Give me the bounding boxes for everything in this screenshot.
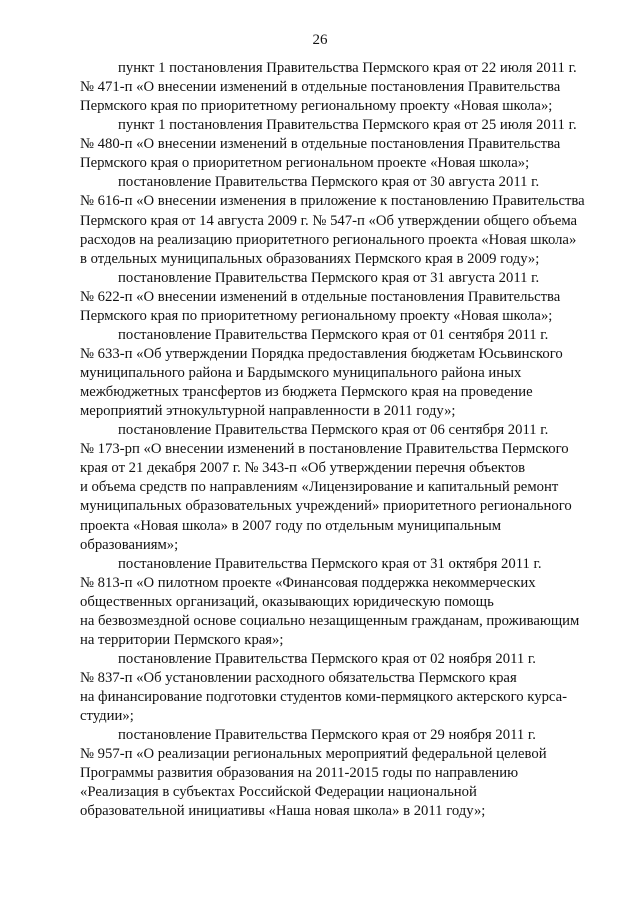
paragraph: постановление Правительства Пермского края от 30 августа 2011 г. № 616-п «О внесении изменения в приложение к постановлению Правительства Пермского края от 14 августа 2009 г. № 547-п «Об утверждении общего объема расходов на реализацию приоритетного регионального проекта «Новая школа» в отдельных муниципальных образованиях Пермского края в 2009 году»; xyxy=(80,174,585,267)
paragraph: постановление Правительства Пермского края от 06 сентября 2011 г. № 173-рп «О внесении изменений в постановление Правительства Пермского края от 21 декабря 2007 г. № 343-п «Об утверждении перечня объектов и объема средств по направлениям «Лицензирование и капитальный ремонт муниципальных образовательных учреждений» приоритетного регионального проекта «Новая школа» в 2007 году по отдельным муниципальным образованиям»; xyxy=(80,422,572,553)
paragraph: постановление Правительства Пермского края от 01 сентября 2011 г. № 633-п «Об утверждении Порядка предоставления бюджетам Юсьвинского муниципального района и Бардымского муниципального района иных межбюджетных трансфертов из бюджета Пермского края на проведение мероприятий этнокультурной направленности в 2011 году»; xyxy=(80,326,563,420)
paragraph: постановление Правительства Пермского края от 29 ноября 2011 г. № 957-п «О реализации региональных мероприятий федеральной целевой Программы развития образования на 2011-2015 годы по направлению «Реализация в субъектах Российской Федерации национальной образовательной инициативы «Наша новая школа» в 2011 году»; xyxy=(80,727,547,820)
page-number: 26 xyxy=(312,32,328,48)
document-body xyxy=(80,59,598,822)
paragraph: постановление Правительства Пермского края от 31 августа 2011 г. № 622-п «О внесении изменений в отдельные постановления Правительства Пермского края по приоритетному региональному проекту «Новая школа»; xyxy=(80,269,561,324)
paragraph: постановление Правительства Пермского края от 02 ноября 2011 г. № 837-п «Об установлении расходного обязательства Пермского края на финансирование подготовки студентов коми-пермяцкого актерского курса- студии»; xyxy=(80,650,568,725)
paragraph: пункт 1 постановления Правительства Пермского края от 25 июля 2011 г. № 480-п «О внесении изменений в отдельные постановления Правительства Пермского края о приоритетном региональном проекте «Новая школа»; xyxy=(80,117,577,172)
paragraph: постановление Правительства Пермского края от 31 октября 2011 г. № 813-п «О пилотном проекте «Финансовая поддержка некоммерческих общественных организаций, оказывающих юридическую помощь на безвозмездной основе социально незащищенным гражданам, проживающим на территории Пермского края»; xyxy=(80,555,580,648)
paragraph: пункт 1 постановления Правительства Пермского края от 22 июля 2011 г. № 471-п «О внесении изменений в отдельные постановления Правительства Пермского края по приоритетному региональному проекту «Новая школа»; xyxy=(80,60,577,115)
